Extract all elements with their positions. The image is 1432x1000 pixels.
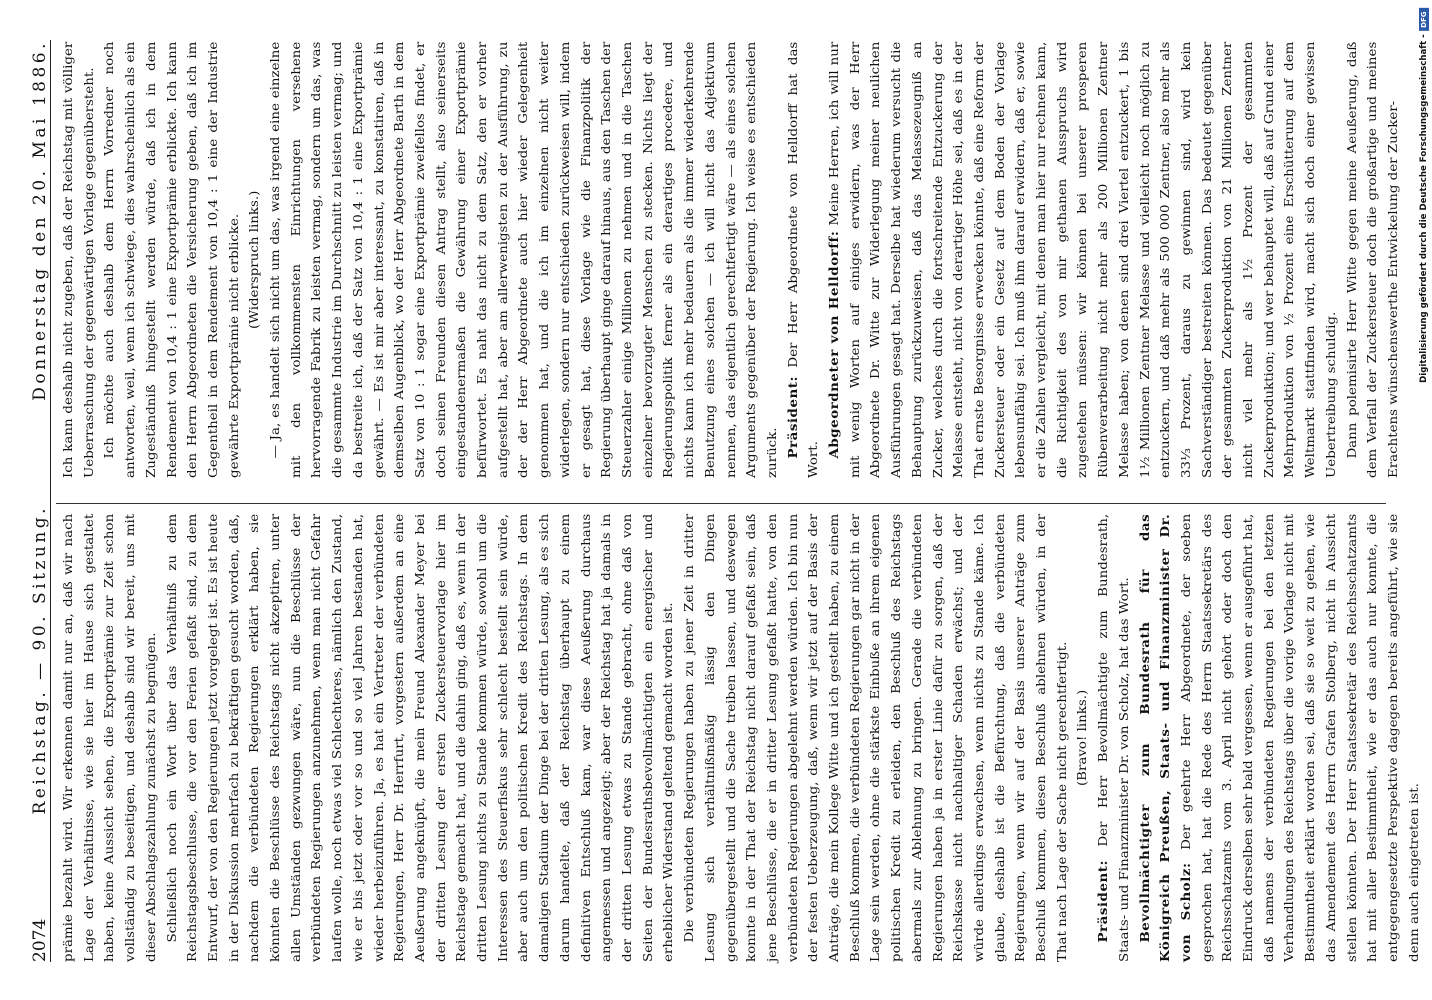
speaker-label: Präsident: — [784, 376, 800, 459]
scholz-speech — [1135, 514, 1425, 962]
helldorff-speech — [824, 42, 1342, 478]
speaker-label: Abgeordneter von Helldorff: — [826, 230, 842, 459]
president-speech — [1093, 514, 1134, 962]
speech-text: Der geehrte Herr Abgeordnete, der soeben gesprochen hat, hat die Rede des Herrn Staatssekretärs des Reichsschatzamts vom 3. April nicht gehört oder doch den Eindruck derselben sehr bald vergessen, wenn er ausgeführt hat, daß namens der verbündeten Regierungen bei den letzten Verhandlungen des Reichstags über die vorige Vorlage nicht mit Bestimmtheit erklärt worden sei, daß sie so weit zu gehen, wie das Amendement des Herrn Grafen Stolberg, nicht in Aussicht stellen könnten. Der Herr Staatssekretär des Reichsschatzamts hat mit aller Bestimmtheit, wie er das auch nur konnte, die entgegengesetzte Perspektive dagegen bereits angeführt, wie sie denn auch eingetreten ist. — [1177, 513, 1421, 962]
speech-text: Meine Herren, ich will nur mit wenig Worten auf einiges erwidern, was der Herr Abgeordnete Dr. Witte zur Widerlegung meiner neulichen Ausführungen gesagt hat. Derselbe hat wiederum versucht die Behauptung zurückzuweisen, daß das Melassezeugniß an Zucker, welches durch die fortschreitende Entzuckerung der Melasse entsteht, nicht von derartiger Höhe sei, daß es in der That ernste Besorgnisse erwecken könnte, daß eine Reform der Zuckersteuer oder ein Gesetz auf dem Boden der Vorlage lebensunfähig sei. Ich muß ihm darauf erwidern, daß er, sowie er die Zahlen vergleicht, mit denen man hier nur rechnen kann, die Richtigkeit des von mir gethanen Ausspruchs wird zugestehen müssen: wir können bei unserer prosperen Rübenverarbeitung nicht mehr als 200 Millionen Zentner Melasse haben; von denen sind drei Viertel entzuckert, 1 bis 1½ Millionen Zentner Melasse und vielleicht noch möglich zu entzuckern, und daß mehr als 500 000 Zentner, also mehr als 33⅓ Prozent, daraus zu gewinnen sind, wird kein Sachverständiger bestreiten können. Das bedeutet gegenüber der gesammten Zuckerproduktion von 21 Millionen Zentner nicht viel mehr als 1½ Prozent der gesammten Zuckerproduktion; und wer behauptet will, daß auf Grund einer Mehrproduktion von ½ Prozent eine Erschütterung auf dem Weltmarkt stattfinden wird, macht sich doch einer gewissen Uebertreibung schuldig. — [826, 41, 1338, 478]
left-column — [58, 513, 1421, 962]
speaker-label: Bevollmächtigter zum Bundesrath für das Königreich Preußen, Staats- und Finanzminister Dr. von Scholz: — [1136, 513, 1193, 962]
page-number: 2074 — [30, 918, 50, 962]
speaker-label: Präsident: — [1095, 860, 1111, 943]
session-date: Donnerstag den 20. Mai 1886. — [30, 40, 50, 401]
paragraph: prämie bezahlt wird. Wir erkennen damit nur an, daß wir nach Lage der Verhältnisse, wie sie hier im Hause sich gestaltet haben, keine Aussicht sehen, die Exportprämie zur Zeit schon vollständig zu beseitigen, und deshalb sind wir bereit, uns mit dieser Abschlagszahlung zunächst zu begnügen. — [60, 513, 158, 962]
session-title: Reichstag. — 90. Sitzung. — [30, 504, 50, 815]
page-header — [20, 40, 51, 962]
right-column — [58, 41, 1400, 478]
speech-text: Der Herr Abgeordnete von Helldorff hat das Wort. — [784, 41, 821, 478]
column-divider — [56, 503, 1386, 504]
contradiction-note: (Widerspruch links.) — [246, 190, 262, 330]
dfg-logo: DFG — [1419, 8, 1429, 30]
paragraph: Ich kann deshalb nicht zugeben, daß der Reichstag mit völliger Ueberraschung der gegenwärtigen Vorlage gegenübersteht. — [60, 41, 96, 478]
paragraph: — Ja, es handelt sich nicht um das, was irgend eine einzelne mit den vollkommensten Einrichtungen versehene hervorragende Fabrik zu leisten vermag, sondern um das, was die gesammte Industrie im Durchschnitt zu leisten vermag; und da bestreite ich, daß der Satz von 10,4 : 1 eine Exportprämie gewährt. — Es ist mir aber interessant, zu konstatiren, daß in demselben Augenblick, wo der Herr Abgeordnete Barth in dem Satz von 10 : 1 sogar eine Exportprämie zweifellos findet, er doch seinen Freunden diesen Antrag stellt, also seinerseits eingestandenermaßen die Gewährung einer Exportprämie befürwortet. Es naht das nicht zu dem Satz, den er vorher aufgestellt hat, aber am allerwenigsten zu der Ausführung, zu der der Herr Abgeordnete auch hier wieder Gelegenheit genommen hat, und die ich im einzelnen nicht weiter widerlegen, sondern nur entschieden zurückweisen will, indem er gesagt hat, diese Vorlage wie die Finanzpolitik der Regierung überhaupt ginge darauf hinaus, aus den Taschen der Steuerzahler einige Millionen zu nehmen und in die Taschen einzelner bevorzugter Menschen zu stecken. Nichts liegt der Regierungspolitik ferner als ein derartiges procedere, und nichts kann ich mehr bedauern als die immer wiederkehrende Benutzung eines solchen — ich will nicht das Adjektivum nennen, das eigentlich gerechtfertigt wäre — als eines solchen Arguments gegenüber der Regierung. Ich weise es entschieden zurück. — [267, 41, 779, 478]
paragraph: Die verbündeten Regierungen haben zu jener Zeit in dritter Lesung sich verhältnißmäßig lässig den Dingen gegenübergestellt und die Sache treiben lassen, und deswegen konnte in der That der Reichstag nicht darauf gefaßt sein, daß jene Beschlüsse, die er in dritter Lesung gefaßt hatte, von den verbündeten Regierungen abgelehnt werden würden. Ich bin nun der festen Ueberzeugung, daß, wenn wir jetzt auf der Basis der Anträge, die mein Kollege Witte und ich gestellt haben, zu einem Beschluß kommen, die verbündeten Regierungen gar nicht in der Lage sein werden, ohne die stärkste Einbuße an ihrem eigenen politischen Kredit zu erleiden, den Beschluß des Reichstags abermals zur Ablehnung zu bringen. Gerade die verbündeten Regierungen haben ja in erster Linie dafür zu sorgen, daß der Reichskasse nicht nachhaltiger Schaden erwächst; und der würde allerdings erwachsen, wenn nichts zu Stande käme. Ich glaube, deshalb ist die Befürchtung, daß die verbündeten Regierungen, wenn wir auf der Basis unserer Anträge zum Beschluß kommen, diesen Beschluß ablehnen würden, in der That nach Lage der Sache nicht gerechtfertigt. — [681, 513, 1069, 962]
president-speech — [783, 42, 824, 478]
credit-text: Digitalisierung gefördert durch die Deutsche Forschungsgemeinschaft - — [1419, 34, 1429, 383]
paragraph: Ich möchte auch deshalb dem Herrn Vorredner noch antworten, weil, wenn ich schwiege, dies wahrscheinlich als ein Zugeständniß hingestellt werden würde, daß ich in dem Rendement von 10,4 : 1 eine Exportprämie erblickte. Ich kann den Herrn Abgeordneten die Versicherung geben, daß ich im Gegentheil in dem Rendement von 10,4 : 1 eine der Industrie gewährte Exportprämie nicht erblicke. — [101, 41, 241, 478]
paragraph: Schließlich noch ein Wort über das Verhältniß zu dem Reichstagsbeschlusse, die vor den Ferien gefaßt sind, zu dem Entwurf, der von den Regierungen jetzt vorgelegt ist. Es ist heute in der Diskussion mehrfach zu bekräftigen gesucht worden, daß, nachdem die verbündeten Regierungen erklärt haben, sie könnten die Beschlüsse des Reichstags nicht akzeptiren, unter allen Umständen gezwungen wäre, nun die Beschlüsse der verbündeten Regierungen anzunehmen, wenn man nicht Gefahr laufen wolle, noch etwas viel Schlechteres, nämlich den Zustand, wie er bis jetzt oder vor so und so viel Jahren bestanden hat, wieder herbeizuführen. Ja, es hat ein Vertreter der verbündeten Regierungen, Herr Dr. Herrfurt, vorgestern außerdem an eine Aeußerung angeknüpft, die mein Freund Alexander Meyer bei der dritten Lesung der ersten Zuckersteuervorlage hier im Reichstage gemacht hat, und die dahin ging, daß es, wenn in der dritten Lesung nichts zu Stande kommen würde, sowohl um die Interessen des Steuerfiskus sehr schlecht bestellt sein würde, aber auch um den politischen Kredit des Reichstags. In dem damaligen Stadium der Dinge bei der dritten Lesung, als es sich darum handelte, daß der Reichstag überhaupt zu einem definitiven Entschluß kam, war diese Aeußerung durchaus angemessen und angezeigt; aber der Reichstag hat ja damals in der dritten Lesung etwas zu Stande gebracht, ohne daß von Seiten der Bundesrathsbevollmächtigten ein energischer und erheblicher Widerstand geltend gemacht worden ist. — [163, 513, 676, 962]
paragraph: Dann polemisirte Herr Witte gegen meine Aeußerung, daß dem Verfall der Zuckersteuer doch die großartige und meines Erachtens wünschenswerthe Entwickelung der Zucker- — [1343, 41, 1400, 478]
applause-note: (Bravo! links.) — [1074, 689, 1090, 787]
digitization-credit — [1419, 8, 1429, 383]
speech-text: Der Herr Bevollmächtigte zum Bundesrath, Staats- und Finanzminister Dr. von Scholz, hat das Wort. — [1095, 513, 1131, 962]
